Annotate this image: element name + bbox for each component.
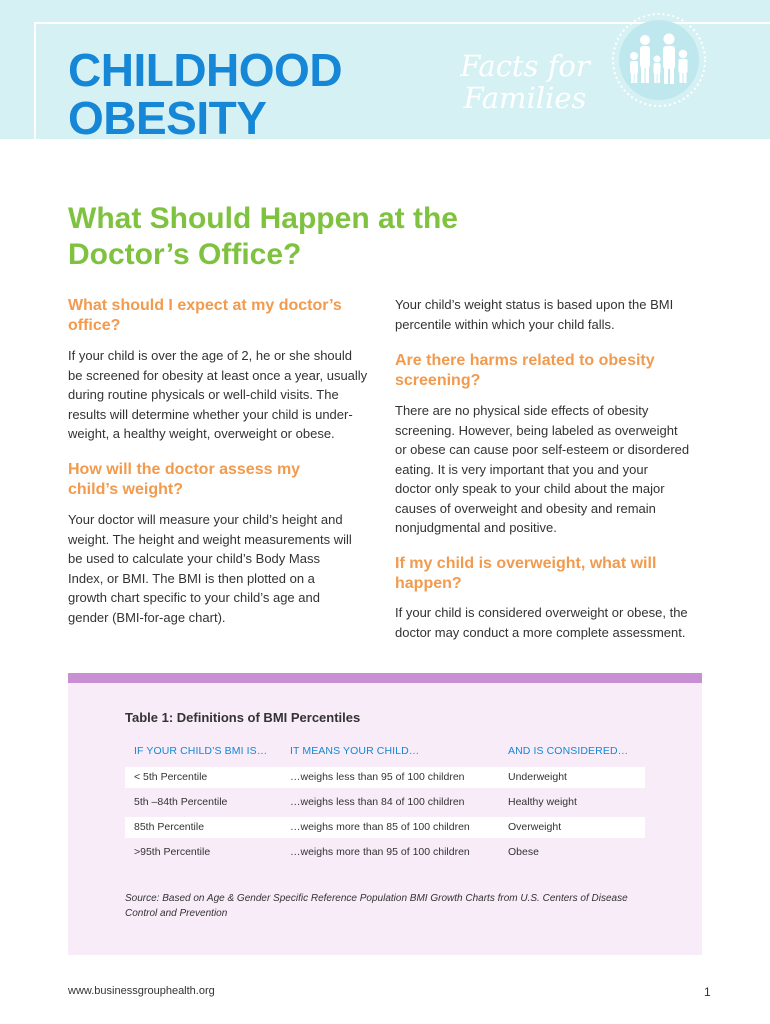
series-tagline-line: Facts for: [460, 49, 590, 83]
table-row: [125, 817, 645, 838]
question-heading: [68, 460, 300, 500]
question-heading-line: Are there harms related to obesity: [395, 352, 655, 369]
table-header-category: AND IS CONSIDERED…: [508, 745, 629, 757]
table-row: [125, 792, 645, 813]
answer-paragraph: [68, 346, 367, 444]
table-cell: Obese: [508, 846, 539, 858]
family-icon: [611, 12, 707, 108]
document-title-line: OBESITY: [68, 92, 267, 144]
table-cell: Overweight: [508, 821, 562, 833]
table-cell: …weighs more than 85 of 100 children: [290, 821, 470, 833]
section-title-line: Doctor’s Office?: [68, 238, 302, 271]
answer-paragraph: [68, 510, 352, 627]
table-cell: Underweight: [508, 771, 567, 783]
question-heading-line: If my child is overweight, what will: [395, 555, 657, 572]
section-title: [68, 201, 628, 273]
footer-url: www.businessgrouphealth.org: [68, 985, 215, 997]
table-caption: Table 1: Definitions of BMI Percentiles: [125, 710, 361, 725]
document-title-line: CHILDHOOD: [68, 44, 343, 96]
paragraph-line: There are no physical side effects of obesity: [395, 403, 649, 418]
paragraph-line: Index, or BMI. The BMI is then plotted on a: [68, 570, 315, 586]
paragraph-line: growth chart specific to your child’s age and: [68, 590, 320, 605]
table-header-meaning: IT MEANS YOUR CHILD…: [290, 745, 420, 757]
paragraph-line: If your child is considered overweight or obese, the: [395, 605, 688, 620]
paragraph-line: be screened for obesity at least once a year, usually: [68, 367, 368, 383]
answer-paragraph: [395, 401, 689, 538]
paragraph-line: percentile within which your child falls.: [395, 316, 615, 332]
table-cell: 5th –84th Percentile: [134, 796, 228, 808]
paragraph-line: during routine physicals or well-child visits. The: [68, 387, 339, 402]
paragraph-line: Your child’s weight status is based upon the BMI: [395, 297, 674, 312]
header-divider: [34, 22, 36, 139]
question-heading-line: screening?: [395, 372, 481, 389]
paragraph-line: weight. The height and weight measurements will: [68, 531, 352, 547]
question-heading-line: How will the doctor assess my: [68, 461, 301, 478]
table-row: [125, 842, 645, 863]
table-cell: …weighs more than 95 of 100 children: [290, 846, 470, 858]
table-accent-bar: [68, 673, 702, 683]
paragraph-line: doctor only speak to your child about the major: [395, 481, 665, 496]
paragraph-line: or obese can cause poor self-esteem or disordered: [395, 442, 690, 457]
paragraph-line: If your child is over the age of 2, he or she should: [68, 348, 353, 363]
paragraph-line: nonjudgmental and positive.: [395, 520, 557, 535]
question-heading: [68, 296, 342, 336]
paragraph-line: causes of overweight and obesity and remain: [395, 500, 656, 516]
table-header-bmi: IF YOUR CHILD’S BMI IS…: [134, 745, 268, 757]
section-title-line: What Should Happen at the: [68, 202, 458, 235]
table-cell: < 5th Percentile: [134, 771, 208, 783]
question-heading-line: What should I expect at my doctor’s: [68, 297, 342, 314]
paragraph-line: screening. However, being labeled as overweight: [395, 422, 678, 438]
question-heading: [395, 351, 655, 391]
question-heading-line: happen?: [395, 575, 462, 592]
paragraph-line: be used to calculate your child’s Body Mass: [68, 551, 320, 566]
question-heading-line: child’s weight?: [68, 481, 183, 498]
table-cell: …weighs less than 95 of 100 children: [290, 771, 465, 783]
paragraph-line: weight, a healthy weight, overweight or obese.: [68, 426, 335, 441]
table-cell: …weighs less than 84 of 100 children: [290, 796, 465, 808]
question-heading: [395, 554, 656, 594]
table-row: [125, 767, 645, 788]
paragraph-line: eating. It is very important that you and your: [395, 461, 648, 477]
intro-paragraph: [395, 295, 673, 334]
question-heading-line: office?: [68, 317, 121, 334]
page-number: 1: [704, 985, 711, 999]
table-source-note: [125, 891, 655, 921]
paragraph-line: gender (BMI-for-age chart).: [68, 609, 226, 625]
source-note-line: Control and Prevention: [125, 908, 228, 919]
source-note-line: Source: Based on Age & Gender Specific Reference Population BMI Growth Charts from U.S. Centers of Disease: [125, 893, 628, 904]
table-cell: 85th Percentile: [134, 821, 205, 833]
paragraph-line: doctor may conduct a more complete assessment.: [395, 624, 686, 640]
series-tagline: [455, 50, 595, 114]
paragraph-line: Your doctor will measure your child’s height and: [68, 512, 343, 527]
table-cell: Healthy weight: [508, 796, 577, 808]
document-title: [68, 46, 342, 142]
answer-paragraph: [395, 603, 688, 642]
paragraph-line: results will determine whether your child is under-: [68, 406, 353, 422]
table-cell: >95th Percentile: [134, 846, 211, 858]
series-tagline-line: Families: [463, 81, 587, 115]
